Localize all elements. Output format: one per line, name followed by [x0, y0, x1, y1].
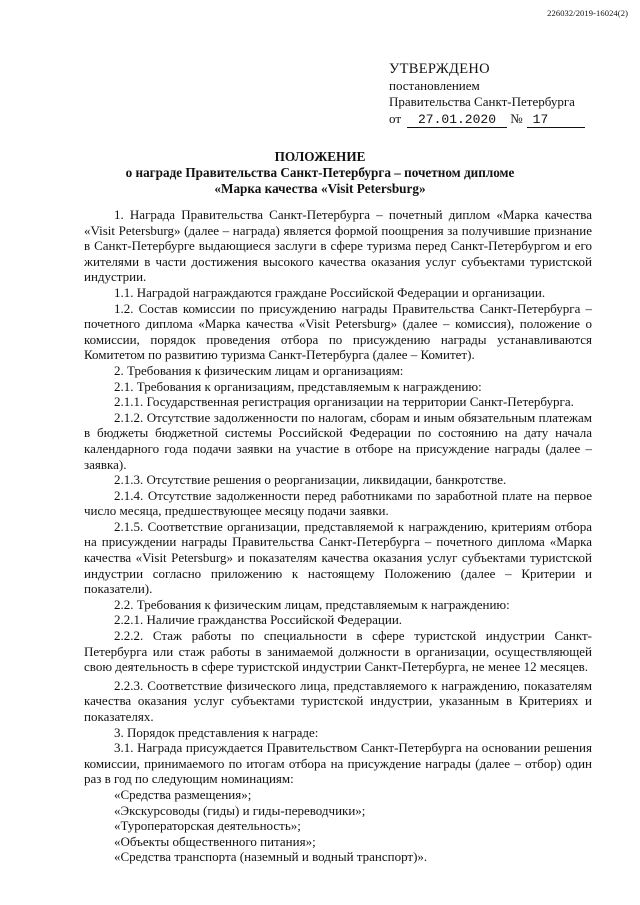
paragraph-2-1-5: 2.1.5. Соответствие организации, представляемой к награждению, критериям отбора на присуждении награды Правительства Санкт-Петербурга – почетного диплома «Марка качества «Visit Petersburg» и показателям качества оказания услуг субъектами туристской индустрии согласно приложению к настоящему Положению (далее – Критерии и показатели). — [84, 518, 592, 597]
paragraph-2-1-2: 2.1.2. Отсутствие задолженности по налогам, сборам и иным обязательным платежам в бюджеты бюджетной системы Российской Федерации по состоянию на дату начала календарного года подачи заявки на участие в отборе на присуждение награды (далее – заявка). — [84, 409, 592, 472]
document-body — [84, 207, 592, 865]
approval-stamp-block — [389, 60, 589, 128]
title-line-3: «Марка качества «Visit Petersburg» — [214, 181, 426, 196]
paragraph-2-1: 2.1. Требования к организациям, представляемым к награждению: — [114, 378, 482, 394]
paragraph-2: 2. Требования к физическим лицам и организациям: — [114, 362, 404, 378]
date-prefix: от — [389, 111, 402, 126]
nomination-catering: «Объекты общественного питания»; — [114, 833, 316, 849]
nomination-guides: «Экскурсоводы (гиды) и гиды-переводчики»; — [114, 802, 366, 818]
document-title — [80, 149, 560, 197]
paragraph-2-2-3: 2.2.3. Соответствие физического лица, представляемого к награждению, показателям качества оказания услуг субъектами туристской индустрии, указанным в Критериях и показателях. — [84, 677, 592, 724]
approval-number-value: 17 — [527, 113, 585, 128]
nomination-tour-operators: «Туроператорская деятельность»; — [114, 818, 301, 834]
paragraph-2-1-3: 2.1.3. Отсутствие решения о реорганизации, ликвидации, банкротстве. — [114, 472, 507, 488]
approval-line-resolution: постановлением — [389, 78, 480, 93]
title-line-2: о награде Правительства Санкт-Петербурга – почетном дипломе — [125, 165, 515, 180]
number-prefix: № — [510, 111, 523, 126]
approval-date-value: 27.01.2020 — [407, 113, 507, 128]
title-line-1: ПОЛОЖЕНИЕ — [274, 149, 366, 164]
nomination-transport: «Средства транспорта (наземный и водный транспорт)». — [114, 849, 428, 865]
paragraph-2-2: 2.2. Требования к физическим лицам, представляемым к награждению: — [114, 596, 510, 612]
paragraph-1: 1. Награда Правительства Санкт-Петербурга – почетный диплом «Марка качества «Visit Petersburg» (далее – награда) является формой поощрения за получившие признание в Санкт-Петербурге выдающиеся заслуги в сфере туризма перед Санкт-Петербургом и его жителями в части достижения высокого качества оказания услуг субъектами туристской индустрии. — [84, 207, 592, 285]
paragraph-2-2-2: 2.2.2. Стаж работы по специальности в сфере туристской индустрии Санкт-Петербурга или стаж работы в занимаемой должности в организации, осуществляющей свою деятельность в сфере туристской индустрии Санкт-Петербурга, не менее 12 месяцев. — [84, 628, 592, 675]
paragraph-3: 3. Порядок представления к награде: — [114, 724, 319, 740]
approved-heading: УТВЕРЖДЕНО — [389, 61, 490, 77]
paragraph-2-1-4: 2.1.4. Отсутствие задолженности перед работниками по заработной плате на первое число месяца, предшествующее месяцу подачи заявки. — [84, 487, 592, 519]
paragraph-1-1: 1.1. Наградой награждаются граждане Российской Федерации и организации. — [114, 284, 546, 300]
approval-line-government: Правительства Санкт-Петербурга — [389, 94, 575, 109]
paragraph-2-2-1: 2.2.1. Наличие гражданства Российской Федерации. — [114, 612, 403, 628]
nomination-accommodation: «Средства размещения»; — [114, 786, 252, 802]
document-registration-number: 226032/2019-16024(2) — [547, 8, 628, 18]
paragraph-3-1: 3.1. Награда присуждается Правительством Санкт-Петербурга на основании решения комиссии, принимаемого по итогам отбора на присуждение награды (далее – отбор) один раз в год по следующим номинациям: — [84, 740, 592, 787]
paragraph-1-2: 1.2. Состав комиссии по присуждению награды Правительства Санкт-Петербурга – почетного диплома «Марка качества «Visit Petersburg» (далее – комиссия), положение о комиссии, порядок проведения отбора по присуждению награды устанавливаются Комитетом по развитию туризма Санкт-Петербурга (далее – Комитет). — [84, 300, 592, 363]
paragraph-2-1-1: 2.1.1. Государственная регистрация организации на территории Санкт-Петербурга. — [114, 394, 574, 410]
approval-date-row — [389, 111, 589, 128]
